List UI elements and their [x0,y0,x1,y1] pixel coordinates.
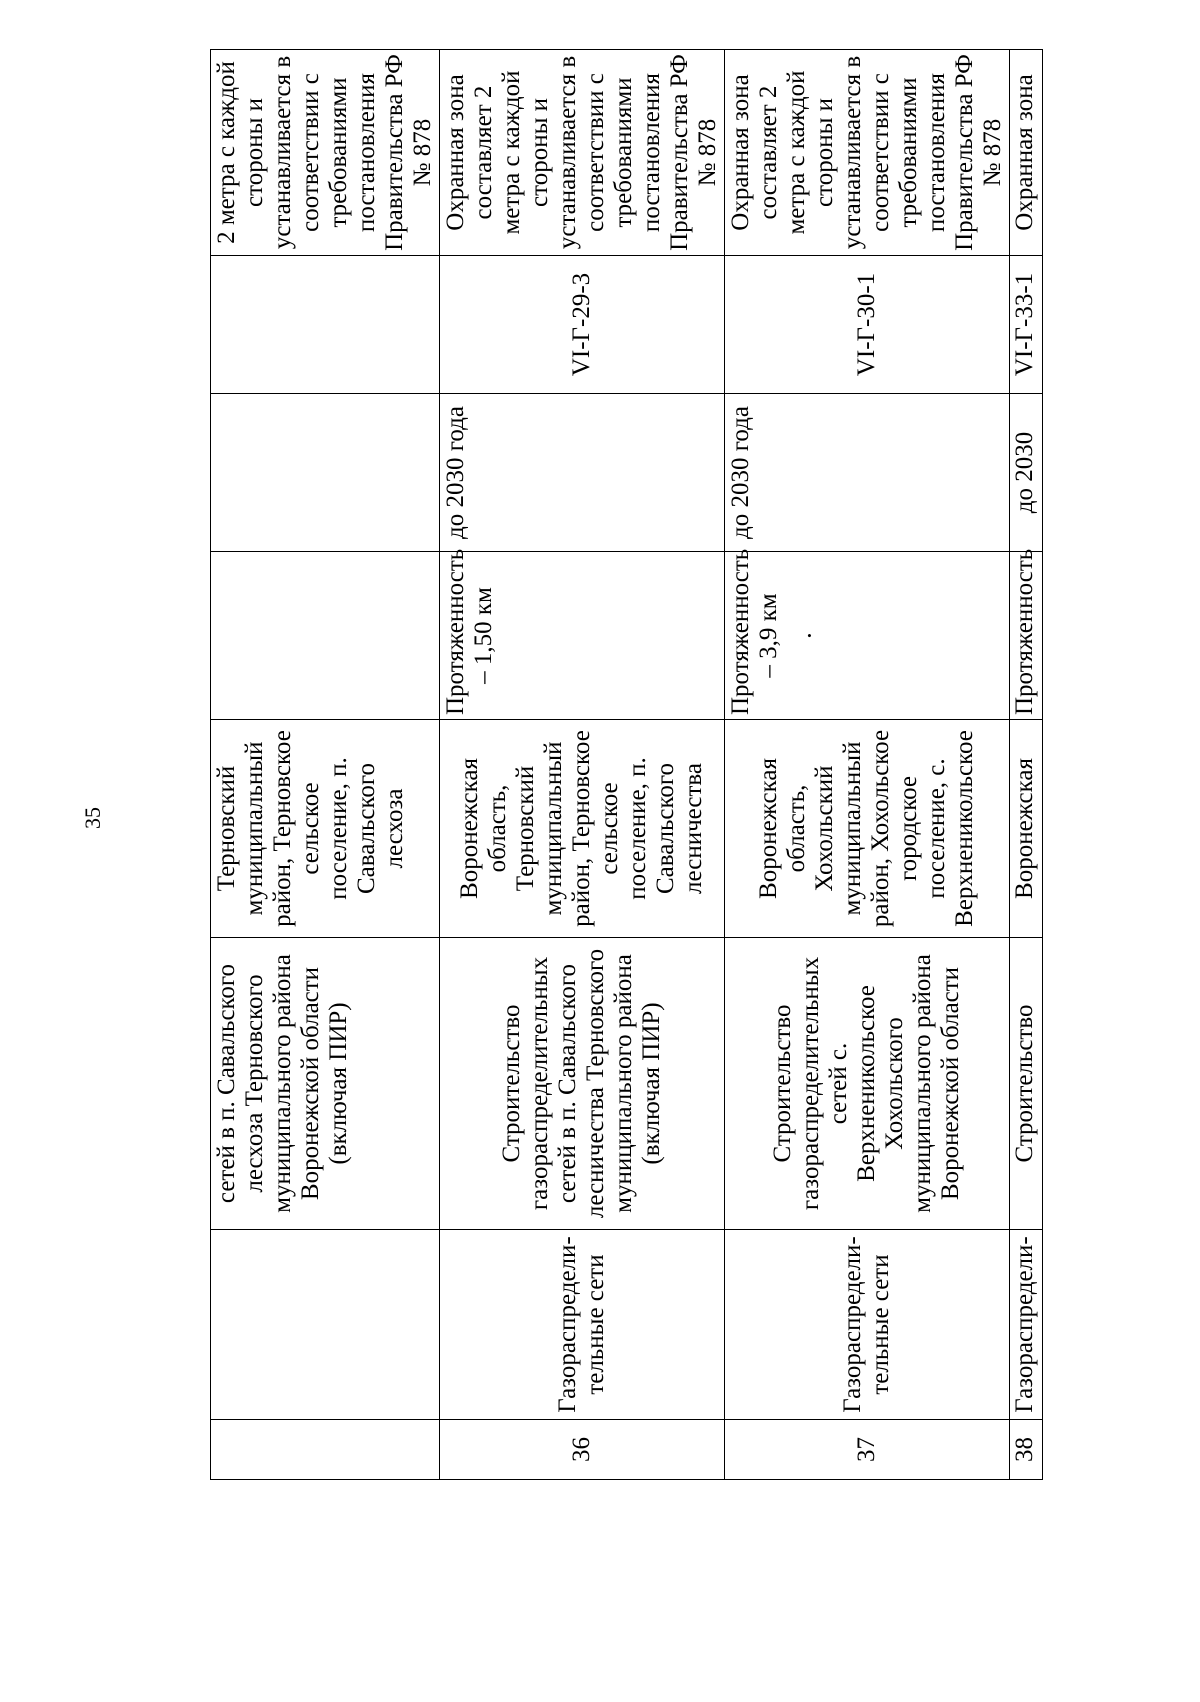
implementation-term: до 2030 года [440,394,725,552]
object-type [211,1230,440,1420]
implementation-term [211,394,440,552]
object-length-cell [725,548,1010,720]
object-code: VI-Г-30-1 [725,256,1010,394]
object-length: Протяженность – 1,50 км [440,552,725,720]
protection-zone: Охранная зона составляет 2 метра с каждой стороны и устанавливается в соответствии с требованиями постановления Правительства РФ № 878 [725,50,1010,256]
table-row [440,50,725,1480]
object-name: сетей в п. Савальского лесхоза Терновского муниципального района Воронежской области (включая ПИР) [211,938,440,1230]
infrastructure-table [210,49,1043,1480]
object-name: Строительство газораспределительных сетей с. Верхненикольское Хохольского муниципального района Воронежской области [725,938,1010,1230]
object-code: VI-Г-29-3 [440,256,725,394]
object-code [211,256,440,394]
object-code: VI-Г-33-1 [1010,256,1043,394]
protection-zone: Охранная зона составляет 2 метра с каждой стороны и устанавливается в соответствии с требованиями постановления Правительства РФ № 878 [440,50,725,256]
scan-dot-mark: · [795,631,824,640]
object-name: Строительство [1010,938,1043,1230]
protection-zone: Охранная зона [1010,50,1043,256]
object-location: Воронежская область, Терновский муниципальный район, Терновское сельское поселение, п. Савальского лесничества [440,720,725,938]
table-row [725,50,1010,1480]
object-length: Протяженность [1010,552,1043,720]
object-type: Газораспредели-тельные сети [440,1230,725,1420]
object-type: Газораспредели- [1010,1230,1043,1420]
row-number [211,1420,440,1480]
object-length [211,552,440,720]
row-number: 36 [440,1420,725,1480]
object-location: Терновский муниципальный район, Терновское сельское поселение, п. Савальского лесхоза [211,720,440,938]
implementation-term: до 2030 [1010,394,1043,552]
table-row [211,50,440,1480]
object-length: Протяженность – 3,9 км [727,548,782,715]
table-row [1010,50,1043,1480]
object-name: Строительство газораспределительных сетей в п. Савальского лесничества Терновского муниципального района (включая ПИР) [440,938,725,1230]
protection-zone: 2 метра с каждой стороны и устанавливается в соответствии с требованиями постановления Правительства РФ № 878 [211,50,440,256]
row-number: 37 [725,1420,1010,1480]
implementation-term: до 2030 года [725,394,1010,552]
page-number: 35 [80,807,105,829]
row-number: 38 [1010,1420,1043,1480]
rotated-table-container [210,50,1038,1480]
object-location: Воронежская область, Хохольский муниципальный район, Хохольское городское поселение, с. Верхненикольское [725,720,1010,938]
object-type: Газораспредели-тельные сети [725,1230,1010,1420]
object-location: Воронежская [1010,720,1043,938]
